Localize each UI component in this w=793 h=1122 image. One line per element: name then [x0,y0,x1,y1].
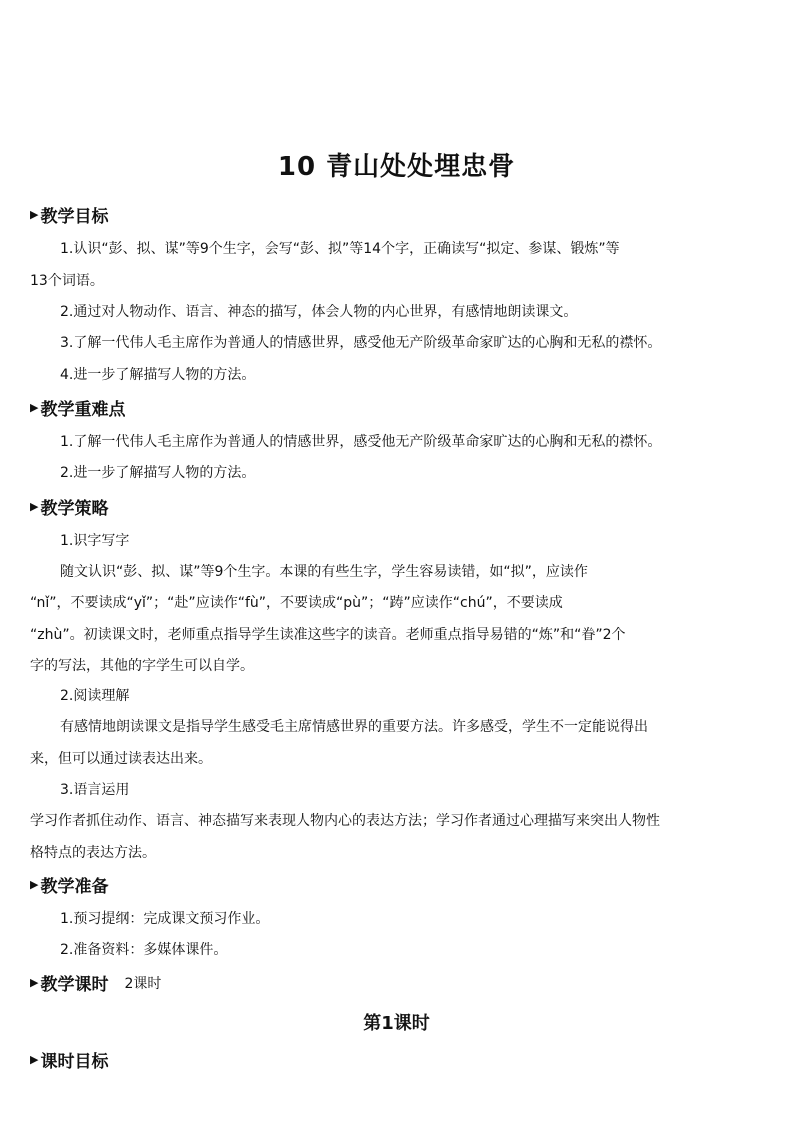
triangle-bullet-icon: ▶ [30,500,39,513]
strategy-line: 格特点的表达方法。 [30,845,156,861]
goal-line: 3.了解一代伟人毛主席作为普通人的情感世界，感受他无产阶级革命家旷达的心胸和无私的襟怀。 [60,335,662,351]
section-label: 教学重难点 [40,400,126,420]
triangle-bullet-icon: ▶ [30,878,39,891]
section-heading-hours [30,970,161,995]
strategy-subtitle: 3.语言运用 [60,782,130,798]
section-label: 教学策略 [40,499,109,519]
goal-line: 4.进一步了解描写人物的方法。 [60,367,256,383]
section-label: 教学课时 [40,975,109,995]
document-title: 10 青山处处埋忠骨 [277,152,516,182]
section-heading-lesson-goals [30,1047,108,1072]
goal-line: 1.认识“彭、拟、谋”等9个生字，会写“彭、拟”等14个字，正确读写“拟定、参谋、锻炼”等 [60,241,620,257]
key-line: 1.了解一代伟人毛主席作为普通人的情感世界，感受他无产阶级革命家旷达的心胸和无私的襟怀。 [60,434,662,450]
strategy-line: 随文认识“彭、拟、谋”等9个生字。本课的有些生字，学生容易读错，如“拟”，应读作 [60,564,588,580]
section-heading-prep [30,872,108,897]
strategy-subtitle: 2.阅读理解 [60,688,130,704]
strategy-subtitle: 1.识字写字 [60,533,130,549]
triangle-bullet-icon: ▶ [30,976,39,989]
section-label: 教学目标 [40,207,109,227]
strategy-line: 有感情地朗读课文是指导学生感受毛主席情感世界的重要方法。许多感受，学生不一定能说得出 [60,719,648,735]
hours-value: 2课时 [124,975,162,992]
key-line: 2.进一步了解描写人物的方法。 [60,465,256,481]
section-heading-strategy [30,494,108,519]
section-label: 课时目标 [40,1052,109,1072]
strategy-line: 字的写法，其他的字学生可以自学。 [30,658,254,674]
goal-line: 13个词语。 [30,273,104,289]
strategy-line: “nǐ”，不要读成“yǐ”；“赴”应读作“fù”，不要读成“pù”；“踌”应读作“chú”，不要读成 [30,595,563,611]
prep-line: 1.预习提纲：完成课文预习作业。 [60,911,270,927]
section-label: 教学准备 [40,877,109,897]
section-heading-key [30,395,125,420]
goal-line: 2.通过对人物动作、语言、神态的描写，体会人物的内心世界，有感情地朗读课文。 [60,304,578,320]
prep-line: 2.准备资料：多媒体课件。 [60,942,228,958]
triangle-bullet-icon: ▶ [30,208,39,221]
strategy-line: “zhù”。初读课文时，老师重点指导学生读准这些字的读音。老师重点指导易错的“炼”和“眷”2个 [30,627,626,643]
lesson-title: 第1课时 [363,1013,430,1034]
triangle-bullet-icon: ▶ [30,401,39,414]
triangle-bullet-icon: ▶ [30,1053,39,1066]
strategy-line: 学习作者抓住动作、语言、神态描写来表现人物内心的表达方法；学习作者通过心理描写来突出人物性 [30,813,660,829]
section-heading-goals [30,202,108,227]
strategy-line: 来，但可以通过读表达出来。 [30,751,212,767]
